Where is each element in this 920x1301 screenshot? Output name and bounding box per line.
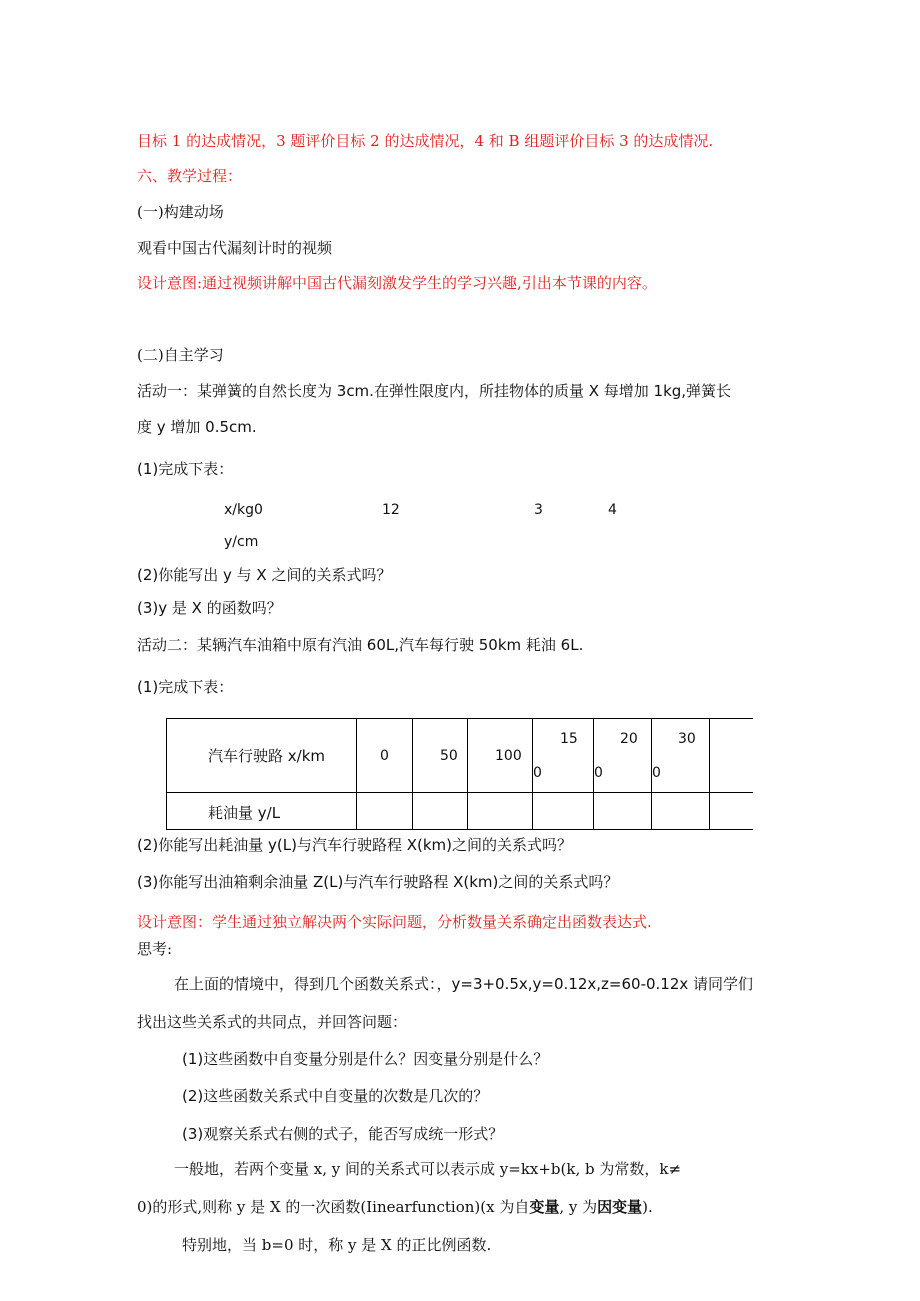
term-dependent-variable: 因变量 bbox=[597, 1198, 643, 1216]
fuel-table-cell: 100 bbox=[495, 748, 522, 764]
activity-one-task-1: (1)完成下表： bbox=[137, 460, 234, 478]
think-paragraph-line-1: 在上面的情境中，得到几个函数关系式：，y=3+0.5x,y=0.12x,z=60-0.12x 请同学们 bbox=[174, 975, 754, 993]
heading-think: 思考: bbox=[137, 940, 173, 958]
spring-table-x-header: x/kg0 bbox=[224, 502, 263, 518]
think-question-2: (2)这些函数关系式中自变量的次数是几次的？ bbox=[182, 1087, 489, 1105]
think-question-3: (3)观察关系式右侧的式子，能否写成统一形式？ bbox=[182, 1125, 504, 1143]
fuel-table-distance-header: 汽车行驶路 x/km bbox=[208, 747, 325, 765]
spring-table-cell: 4 bbox=[608, 502, 617, 518]
definition-line-2 bbox=[137, 1197, 653, 1217]
line-design-intent-2: 设计意图：学生通过独立解决两个实际问题，分析数量关系确定出函数表达式. bbox=[137, 913, 652, 931]
activity-one-line-2: 度 y 增加 0.5cm. bbox=[137, 418, 257, 436]
spring-table-cell: 12 bbox=[382, 502, 400, 518]
activity-one-line-1: 活动一：某弹簧的自然长度为 3cm.在弹性限度内，所挂物体的质量 X 每增加 1kg,弹簧长 bbox=[137, 382, 732, 400]
activity-two-task-1: (1)完成下表： bbox=[137, 678, 234, 696]
proportional-function-line: 特别地，当 b=0 时，称 y 是 X 的正比例函数. bbox=[182, 1236, 492, 1254]
definition-text: 0)的形式,则称 y 是 X 的一次函数(Iinearfunction)(x 为自 bbox=[137, 1198, 530, 1216]
fuel-table-cell-top: 20 bbox=[620, 731, 638, 747]
fuel-table bbox=[166, 718, 753, 830]
fuel-table-cell: 50 bbox=[440, 748, 458, 764]
line-watch-video: 观看中国古代漏刻计时的视频 bbox=[137, 239, 333, 257]
term-independent-variable: 变量 bbox=[529, 1198, 560, 1216]
fuel-table-cell: 0 bbox=[380, 748, 389, 764]
fuel-table-cell-top: 15 bbox=[560, 731, 578, 747]
fuel-table-cell-bottom: 0 bbox=[652, 765, 661, 781]
heading-teaching-process: 六、教学过程： bbox=[137, 167, 243, 185]
fuel-table-cell-bottom: 0 bbox=[533, 765, 542, 781]
heading-self-study: (二)自主学习 bbox=[137, 346, 224, 364]
definition-text: ). bbox=[642, 1198, 653, 1216]
fuel-table-cell-top: 30 bbox=[678, 731, 696, 747]
think-question-1: (1)这些函数中自变量分别是什么？因变量分别是什么？ bbox=[182, 1050, 549, 1068]
activity-two-task-2: (2)你能写出耗油量 y(L)与汽车行驶路程 X(km)之间的关系式吗？ bbox=[137, 836, 573, 854]
definition-line-1: 一般地，若两个变量 x, y 间的关系式可以表示成 y=kx+b(k, b 为常数，k≠ bbox=[174, 1160, 682, 1178]
spring-table-y-header: y/cm bbox=[224, 534, 259, 550]
activity-two-task-3: (3)你能写出油箱剩余油量 Z(L)与汽车行驶路程 X(km)之间的关系式吗？ bbox=[137, 873, 619, 891]
line-goal-evaluation: 目标 1 的达成情况，3 题评价目标 2 的达成情况，4 和 B 组题评价目标 3 的达成情况. bbox=[137, 132, 714, 150]
spring-table-cell: 3 bbox=[534, 502, 543, 518]
fuel-table-cell-bottom: 0 bbox=[594, 765, 603, 781]
fuel-table-consumption-header: 耗油量 y/L bbox=[208, 804, 281, 822]
definition-text: , y 为 bbox=[559, 1198, 598, 1216]
activity-two-line: 活动二：某辆汽车油箱中原有汽油 60L,汽车每行驶 50km 耗油 6L. bbox=[137, 636, 584, 654]
line-design-intent-1: 设计意图:通过视频讲解中国古代漏刻激发学生的学习兴趣,引出本节课的内容。 bbox=[137, 274, 657, 292]
think-paragraph-line-2: 找出这些关系式的共同点，并回答问题： bbox=[137, 1013, 408, 1031]
activity-one-task-3: (3)y 是 X 的函数吗？ bbox=[137, 599, 282, 617]
activity-one-task-2: (2)你能写出 y 与 X 之间的关系式吗？ bbox=[137, 566, 392, 584]
heading-build-scene: (一)构建动场 bbox=[137, 203, 224, 221]
